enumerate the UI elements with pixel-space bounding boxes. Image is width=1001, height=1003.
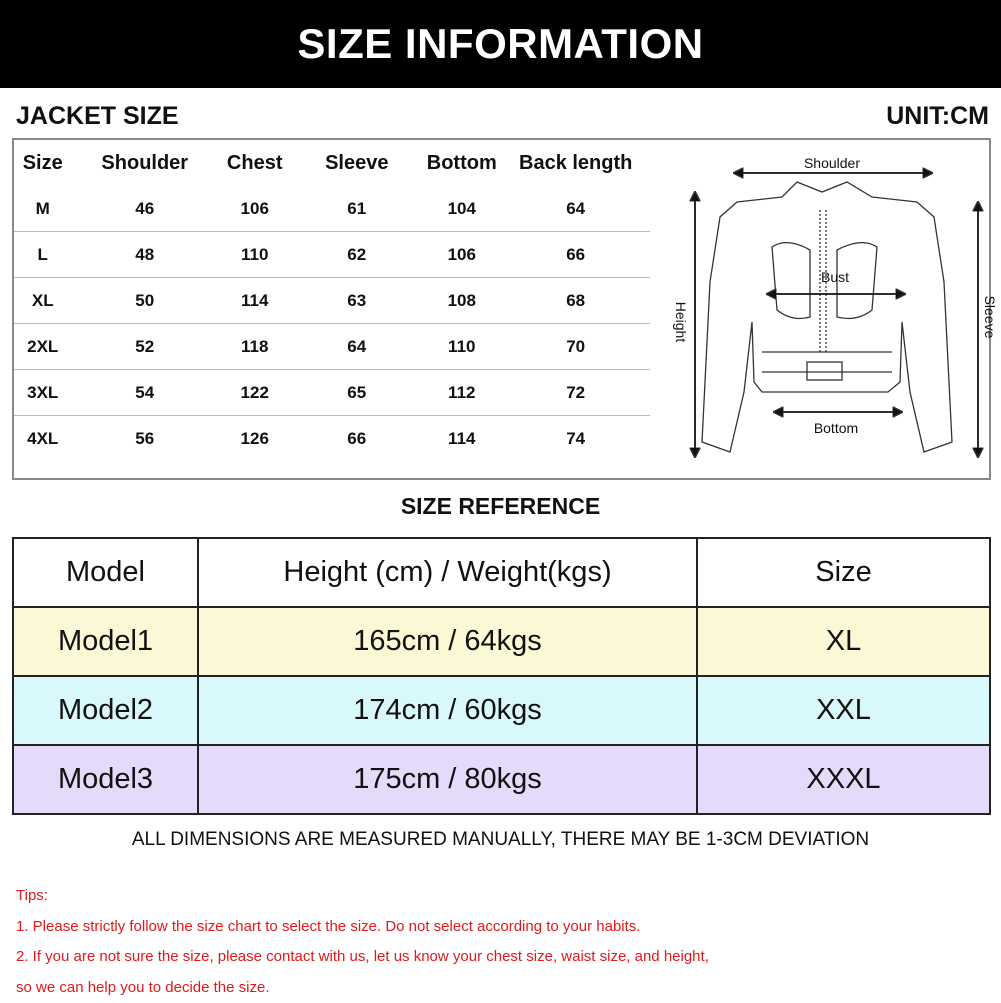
table-cell: 48: [71, 245, 218, 265]
bust-label: Bust: [821, 269, 849, 285]
tips: [16, 881, 709, 1003]
header-cell: Back length: [501, 152, 650, 175]
table-row: [14, 370, 650, 416]
table-cell: 112: [422, 383, 501, 403]
tip-line: 2. If you are not sure the size, please contact with us, let us know your chest size, waist size, and height,: [16, 942, 709, 973]
table-cell: 65: [291, 383, 422, 403]
table-row: [14, 278, 650, 324]
size-reference-title: SIZE REFERENCE: [0, 493, 1001, 520]
jacket-size-panel: [12, 138, 991, 480]
bottom-label: Bottom: [814, 420, 858, 436]
cell-model: Model2: [13, 676, 198, 745]
table-header-row: [14, 140, 650, 186]
table-cell: 63: [291, 291, 422, 311]
header-cell: Size: [14, 152, 71, 175]
jacket-diagram: [662, 142, 992, 478]
table-cell: 68: [501, 291, 650, 311]
table-row: [14, 324, 650, 370]
table-row: [13, 607, 990, 676]
table-cell: 126: [218, 429, 291, 449]
table-cell: 52: [71, 337, 218, 357]
table-cell: 108: [422, 291, 501, 311]
table-row: [14, 416, 650, 462]
deviation-note: ALL DIMENSIONS ARE MEASURED MANUALLY, THERE MAY BE 1-3CM DEVIATION: [0, 829, 1001, 851]
table-cell: L: [14, 245, 71, 265]
table-cell: 110: [422, 337, 501, 357]
table-cell: 66: [501, 245, 650, 265]
table-cell: 4XL: [14, 429, 71, 449]
cell-hw: 174cm / 60kgs: [198, 676, 697, 745]
table-cell: 106: [422, 245, 501, 265]
table-cell: 104: [422, 199, 501, 219]
table-cell: 64: [501, 199, 650, 219]
header-cell: Bottom: [422, 152, 501, 175]
cell-hw: 165cm / 64kgs: [198, 607, 697, 676]
table-cell: 46: [71, 199, 218, 219]
table-row: [14, 232, 650, 278]
header-cell: Sleeve: [291, 152, 422, 175]
table-cell: 114: [422, 429, 501, 449]
table-cell: M: [14, 199, 71, 219]
table-cell: 66: [291, 429, 422, 449]
table-cell: XL: [14, 291, 71, 311]
size-table: [14, 140, 650, 462]
table-cell: 64: [291, 337, 422, 357]
height-label: Height: [673, 302, 689, 343]
table-row: [14, 186, 650, 232]
jacket-size-title: JACKET SIZE: [16, 102, 179, 131]
table-cell: 61: [291, 199, 422, 219]
cell-hw: 175cm / 80kgs: [198, 745, 697, 814]
table-cell: 62: [291, 245, 422, 265]
table-cell: 56: [71, 429, 218, 449]
header-height-weight: Height (cm) / Weight(kgs): [198, 538, 697, 607]
tip-line: so we can help you to decide the size.: [16, 973, 709, 1003]
unit-label: UNIT:CM: [886, 102, 989, 131]
table-cell: 3XL: [14, 383, 71, 403]
cell-size: XXL: [697, 676, 990, 745]
table-cell: 70: [501, 337, 650, 357]
sleeve-label: Sleeve: [982, 296, 998, 339]
table-cell: 72: [501, 383, 650, 403]
cell-size: XXXL: [697, 745, 990, 814]
table-header-row: [13, 538, 990, 607]
header-cell: Chest: [218, 152, 291, 175]
header-cell: Shoulder: [71, 152, 218, 175]
table-cell: 114: [218, 291, 291, 311]
table-cell: 110: [218, 245, 291, 265]
tip-line: 1. Please strictly follow the size chart to select the size. Do not select according to your habits.: [16, 912, 709, 943]
cell-size: XL: [697, 607, 990, 676]
table-cell: 118: [218, 337, 291, 357]
tips-title: Tips:: [16, 881, 709, 912]
table-row: [13, 745, 990, 814]
shoulder-label: Shoulder: [804, 155, 860, 171]
banner-title: SIZE INFORMATION: [0, 0, 1001, 88]
cell-model: Model3: [13, 745, 198, 814]
table-cell: 74: [501, 429, 650, 449]
table-cell: 50: [71, 291, 218, 311]
table-cell: 122: [218, 383, 291, 403]
table-cell: 2XL: [14, 337, 71, 357]
size-reference-table: [12, 537, 991, 815]
table-cell: 106: [218, 199, 291, 219]
header-model: Model: [13, 538, 198, 607]
table-row: [13, 676, 990, 745]
table-cell: 54: [71, 383, 218, 403]
cell-model: Model1: [13, 607, 198, 676]
header-size: Size: [697, 538, 990, 607]
